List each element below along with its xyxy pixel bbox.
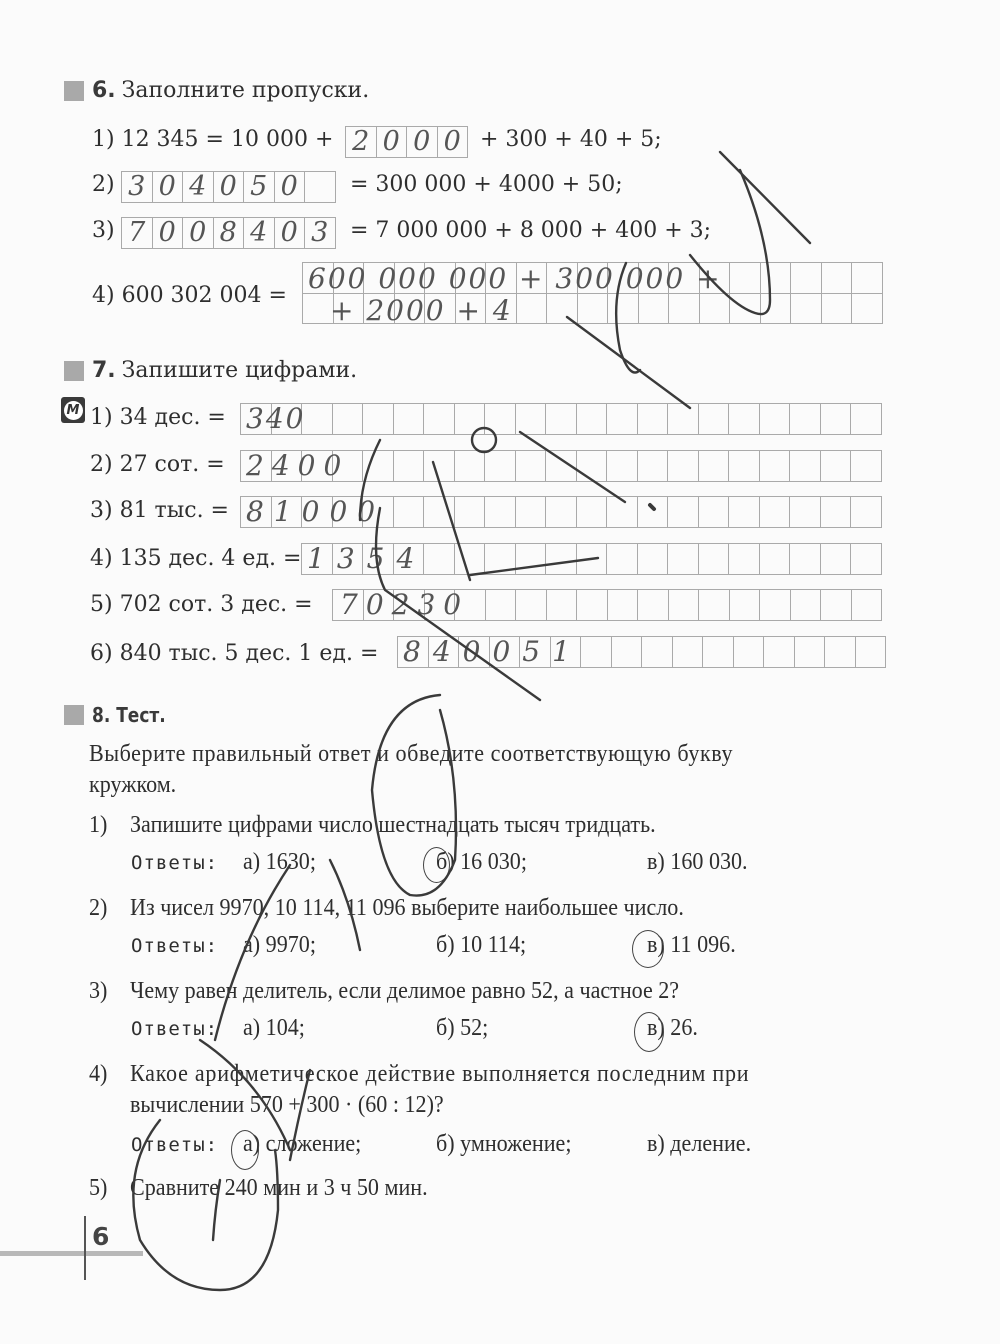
- answer-cell[interactable]: [455, 404, 486, 435]
- q1-answers-label: Ответы:: [131, 852, 219, 874]
- answer-cell[interactable]: [394, 451, 425, 482]
- answer-cell[interactable]: 0: [275, 172, 306, 203]
- answer-cell[interactable]: [760, 544, 791, 575]
- answer-cell[interactable]: [699, 451, 730, 482]
- q4-option-a[interactable]: а) сложение;: [243, 1131, 362, 1157]
- answer-cell[interactable]: [577, 451, 608, 482]
- answer-cell[interactable]: [851, 404, 882, 435]
- task7-item-3-label: 3) 81 тыс. =: [90, 498, 229, 523]
- answer-circle-mark: [231, 1130, 259, 1170]
- answer-cell[interactable]: 3: [305, 218, 336, 249]
- task-8-heading: [64, 703, 179, 727]
- task6-item-3-label: 3): [92, 218, 115, 243]
- q5-number: 5): [89, 1175, 108, 1201]
- q4-option-c[interactable]: в) деление.: [647, 1131, 752, 1157]
- task-title: Заполните пропуски.: [121, 78, 370, 103]
- answer-cell[interactable]: [699, 404, 730, 435]
- answer-cell[interactable]: [760, 451, 791, 482]
- answer-cell[interactable]: [607, 544, 638, 575]
- answer-cell[interactable]: [825, 637, 856, 668]
- answer-cell[interactable]: [790, 404, 821, 435]
- answer-cell[interactable]: [668, 497, 699, 528]
- task6-item-1-answer-grid[interactable]: [345, 126, 468, 158]
- task-6-heading: [64, 78, 369, 103]
- answer-cell[interactable]: [607, 451, 638, 482]
- answer-cell[interactable]: [730, 294, 761, 325]
- answer-cell[interactable]: [485, 497, 516, 528]
- answer-cell[interactable]: [821, 404, 852, 435]
- m-badge-icon: [61, 397, 85, 423]
- answer-cell[interactable]: [612, 637, 643, 668]
- answer-cell[interactable]: 0: [377, 127, 408, 158]
- answer-cell[interactable]: 0: [153, 218, 184, 249]
- task7-item-1-label: 1) 34 дес. =: [90, 405, 226, 430]
- answer-cell[interactable]: [791, 263, 822, 294]
- answer-cell[interactable]: [851, 544, 882, 575]
- answer-cell[interactable]: [455, 497, 486, 528]
- answer-cell[interactable]: [668, 404, 699, 435]
- answer-cell[interactable]: [577, 497, 608, 528]
- task7-item-5-label: 5) 702 сот. 3 дес. =: [90, 592, 313, 617]
- answer-cell[interactable]: 0: [275, 218, 306, 249]
- answer-cell[interactable]: [730, 590, 761, 621]
- answer-cell[interactable]: [729, 451, 760, 482]
- q3-answers-label: Ответы:: [131, 1018, 219, 1040]
- answer-cell[interactable]: [516, 451, 547, 482]
- answer-cell[interactable]: [547, 590, 578, 621]
- answer-cell[interactable]: [795, 637, 826, 668]
- task6-item-4-label: 4) 600 302 004 =: [92, 283, 287, 308]
- answer-cell[interactable]: [516, 590, 547, 621]
- q3-option-b[interactable]: б) 52;: [436, 1015, 489, 1041]
- answer-cell[interactable]: [668, 451, 699, 482]
- answer-cell[interactable]: [546, 404, 577, 435]
- answer-cell[interactable]: 8: [214, 218, 245, 249]
- answer-circle-mark: [632, 930, 664, 968]
- answer-cell[interactable]: [673, 637, 704, 668]
- answer-cell[interactable]: 2: [346, 127, 377, 158]
- answer-cell[interactable]: [577, 590, 608, 621]
- answer-cell[interactable]: [821, 451, 852, 482]
- answer-cell[interactable]: [699, 497, 730, 528]
- answer-cell[interactable]: [638, 497, 669, 528]
- task6-item-4-answer-line1: 600 000 000 + 300 000 +: [308, 262, 722, 295]
- answer-cell[interactable]: [333, 404, 364, 435]
- task7-item-2-answer: 2400: [246, 449, 350, 482]
- answer-cell[interactable]: [790, 544, 821, 575]
- answer-cell[interactable]: 3: [122, 172, 153, 203]
- task7-item-6-label: 6) 840 тыс. 5 дес. 1 ед. =: [90, 641, 379, 666]
- answer-cell[interactable]: [608, 590, 639, 621]
- answer-cell[interactable]: [703, 637, 734, 668]
- task7-item-4-answer: 1354: [307, 542, 427, 575]
- answer-cell[interactable]: [639, 294, 670, 325]
- answer-cell[interactable]: [394, 404, 425, 435]
- answer-cell[interactable]: [760, 497, 791, 528]
- task6-item-3-rest: = 7 000 000 + 8 000 + 400 + 3;: [350, 218, 712, 243]
- task-bullet-icon: [64, 81, 84, 101]
- task-bullet-icon: [64, 361, 84, 381]
- answer-cell[interactable]: 4: [183, 172, 214, 203]
- q2-option-b[interactable]: б) 10 114;: [436, 932, 527, 958]
- answer-cell[interactable]: [578, 294, 609, 325]
- answer-cell[interactable]: 0: [183, 218, 214, 249]
- m-badge-letter: M: [64, 401, 83, 420]
- q1-text: Запишите цифрами число шестнадцать тысяч тридцать.: [130, 812, 656, 838]
- task7-item-5-answer: 70230: [340, 588, 470, 621]
- answer-cell[interactable]: [729, 404, 760, 435]
- answer-cell[interactable]: 4: [244, 218, 275, 249]
- task-7-heading: [64, 358, 357, 383]
- task-number: 6.: [92, 78, 116, 103]
- task-title: 8. Тест.: [92, 703, 166, 727]
- answer-cell[interactable]: [821, 590, 852, 621]
- q4-answers-label: Ответы:: [131, 1134, 219, 1156]
- task7-item-6-answer: 840051: [403, 635, 582, 668]
- q1-option-b[interactable]: б) 16 030;: [436, 849, 527, 875]
- task7-item-3-answer: 81000: [246, 495, 386, 528]
- q4-option-b[interactable]: б) умножение;: [436, 1131, 572, 1157]
- answer-cell[interactable]: [669, 294, 700, 325]
- task8-instruction-line2: кружком.: [89, 772, 177, 798]
- answer-cell[interactable]: 7: [122, 218, 153, 249]
- answer-cell[interactable]: [303, 294, 334, 325]
- answer-cell[interactable]: [791, 590, 822, 621]
- answer-cell[interactable]: [730, 263, 761, 294]
- answer-cell[interactable]: [642, 637, 673, 668]
- answer-cell[interactable]: [638, 544, 669, 575]
- task6-item-2-label: 2): [92, 172, 115, 197]
- answer-cell[interactable]: [607, 497, 638, 528]
- answer-cell[interactable]: [546, 497, 577, 528]
- task6-item-1-rest: + 300 + 40 + 5;: [480, 127, 662, 152]
- answer-cell[interactable]: [424, 544, 455, 575]
- answer-cell[interactable]: [424, 404, 455, 435]
- answer-cell[interactable]: [761, 263, 792, 294]
- answer-cell[interactable]: [851, 451, 882, 482]
- answer-cell[interactable]: [517, 294, 548, 325]
- task7-item-4-label: 4) 135 дес. 4 ед. =: [90, 546, 302, 571]
- answer-cell[interactable]: [790, 451, 821, 482]
- answer-cell[interactable]: [699, 544, 730, 575]
- task6-item-1-label: 1) 12 345 = 10 000 +: [92, 127, 334, 152]
- answer-cell[interactable]: [668, 544, 699, 575]
- answer-cell[interactable]: [547, 294, 578, 325]
- answer-cell[interactable]: [577, 404, 608, 435]
- answer-cell[interactable]: [790, 497, 821, 528]
- answer-cell[interactable]: [516, 497, 547, 528]
- q3-text: Чему равен делитель, если делимое равно 52, а частное 2?: [130, 978, 680, 1004]
- answer-cell[interactable]: [638, 590, 669, 621]
- q3-option-c[interactable]: в) 26.: [647, 1015, 698, 1041]
- q1-number: 1): [89, 812, 108, 838]
- answer-cell[interactable]: [700, 294, 731, 325]
- answer-cell[interactable]: 0: [438, 127, 469, 158]
- answer-cell[interactable]: [394, 497, 425, 528]
- answer-cell[interactable]: [760, 404, 791, 435]
- answer-cell[interactable]: 0: [153, 172, 184, 203]
- answer-cell[interactable]: [729, 497, 760, 528]
- answer-circle-mark: [634, 1012, 664, 1052]
- answer-cell[interactable]: [638, 451, 669, 482]
- answer-cell[interactable]: [516, 404, 547, 435]
- task-number: 7.: [92, 358, 116, 383]
- answer-cell[interactable]: [485, 451, 516, 482]
- task7-item-1-answer: 340: [246, 402, 306, 435]
- answer-cell[interactable]: [822, 263, 853, 294]
- task-bullet-icon: [64, 705, 84, 725]
- answer-cell[interactable]: [485, 404, 516, 435]
- footer-divider: [84, 1216, 86, 1280]
- task6-item-2-answer-grid[interactable]: [121, 171, 336, 203]
- q4-text-line2: вычислении 570 + 300 · (60 : 12)?: [130, 1092, 444, 1118]
- q4-text: Какое арифметическое действие выполняется последним при: [130, 1061, 750, 1087]
- q2-text: Из чисел 9970, 10 114, 11 096 выберите наибольшее число.: [130, 895, 684, 921]
- answer-cell[interactable]: 0: [407, 127, 438, 158]
- answer-cell[interactable]: [305, 172, 336, 203]
- answer-cell[interactable]: [485, 544, 516, 575]
- footer-rule: [0, 1251, 143, 1256]
- task6-item-2-rest: = 300 000 + 4000 + 50;: [350, 172, 623, 197]
- answer-cell[interactable]: [856, 637, 887, 668]
- answer-cell[interactable]: [516, 544, 547, 575]
- answer-cell[interactable]: [852, 294, 883, 325]
- answer-cell[interactable]: [363, 404, 394, 435]
- answer-cell[interactable]: [852, 590, 883, 621]
- answer-circle-mark: [423, 847, 450, 883]
- answer-cell[interactable]: [822, 294, 853, 325]
- task7-item-2-label: 2) 27 сот. =: [90, 452, 225, 477]
- answer-cell[interactable]: [455, 544, 486, 575]
- q1-option-c[interactable]: в) 160 030.: [647, 849, 748, 875]
- answer-cell[interactable]: 5: [244, 172, 275, 203]
- answer-cell[interactable]: [363, 451, 394, 482]
- q2-option-a[interactable]: а) 9970;: [243, 932, 316, 958]
- task8-instruction-line1: Выберите правильный ответ и обведите соответствующую букву: [89, 741, 734, 767]
- answer-cell[interactable]: [791, 294, 822, 325]
- q2-number: 2): [89, 895, 108, 921]
- answer-cell[interactable]: [699, 590, 730, 621]
- task-title: Запишите цифрами.: [121, 358, 358, 383]
- answer-cell[interactable]: [581, 637, 612, 668]
- answer-cell[interactable]: [734, 637, 765, 668]
- task7-item-1-answer-grid[interactable]: [240, 403, 882, 435]
- answer-cell[interactable]: 0: [214, 172, 245, 203]
- answer-cell[interactable]: [424, 497, 455, 528]
- answer-cell[interactable]: [669, 590, 700, 621]
- q4-number: 4): [89, 1061, 108, 1087]
- q5-text: Сравните 240 мин и 3 ч 50 мин.: [130, 1175, 428, 1201]
- answer-cell[interactable]: [851, 497, 882, 528]
- task6-item-3-answer-grid[interactable]: [121, 217, 336, 249]
- q2-option-c[interactable]: в) 11 096.: [647, 932, 736, 958]
- answer-cell[interactable]: [546, 451, 577, 482]
- answer-cell[interactable]: [729, 544, 760, 575]
- q3-option-a[interactable]: а) 104;: [243, 1015, 305, 1041]
- answer-cell[interactable]: [764, 637, 795, 668]
- answer-cell[interactable]: [486, 590, 517, 621]
- q2-answers-label: Ответы:: [131, 935, 219, 957]
- answer-cell[interactable]: [638, 404, 669, 435]
- answer-cell[interactable]: [302, 404, 333, 435]
- answer-cell[interactable]: [546, 544, 577, 575]
- answer-cell[interactable]: [608, 294, 639, 325]
- answer-cell[interactable]: [455, 451, 486, 482]
- answer-cell[interactable]: [852, 263, 883, 294]
- answer-cell[interactable]: [821, 497, 852, 528]
- q1-option-a[interactable]: а) 1630;: [243, 849, 316, 875]
- q3-number: 3): [89, 978, 108, 1004]
- answer-cell[interactable]: [761, 294, 792, 325]
- answer-cell[interactable]: [607, 404, 638, 435]
- page-number: 6: [92, 1222, 110, 1251]
- task6-item-4-answer-line2: + 2000 + 4: [330, 294, 513, 327]
- answer-cell[interactable]: [760, 590, 791, 621]
- answer-cell[interactable]: [821, 544, 852, 575]
- answer-cell[interactable]: [577, 544, 608, 575]
- answer-cell[interactable]: [424, 451, 455, 482]
